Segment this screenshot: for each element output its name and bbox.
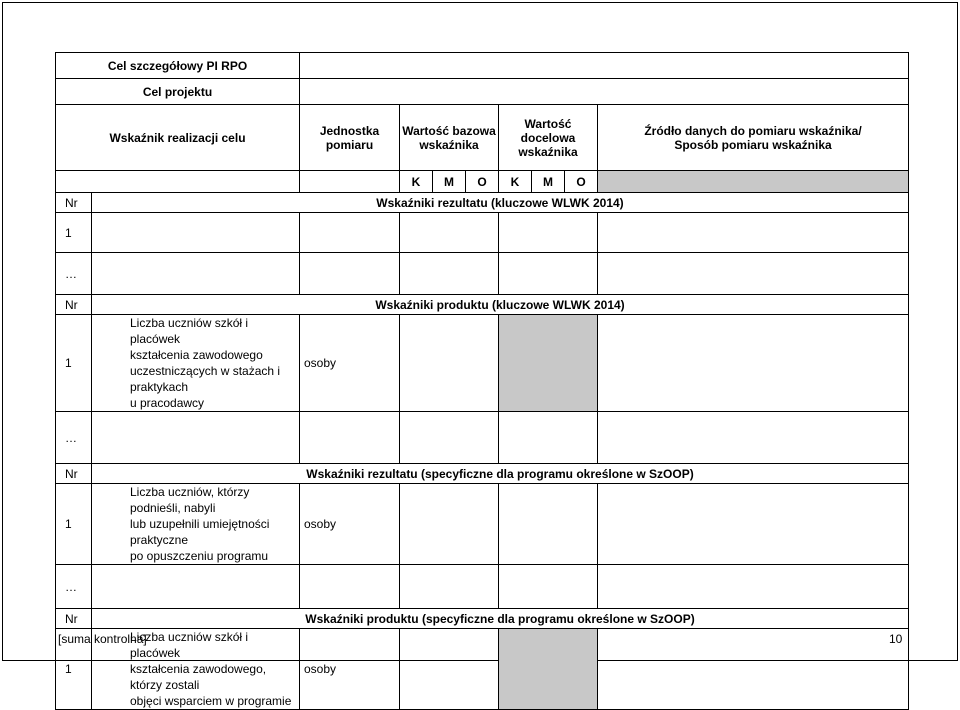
row-base-value[interactable] <box>400 484 499 565</box>
section-title: Wskaźniki rezultatu (specyficzne dla programu określone w SzOOP) <box>92 464 909 484</box>
zrodlo-header: Źródło danych do pomiaru wskaźnika/ Sposób pomiaru wskaźnika <box>598 105 909 171</box>
row-base-value[interactable] <box>400 629 499 710</box>
row-base-value[interactable] <box>400 253 499 295</box>
cel-szczegolowy-label: Cel szczegółowy PI RPO <box>56 53 300 79</box>
row-nr: 1 <box>56 629 92 710</box>
row-unit[interactable] <box>300 213 400 253</box>
row-base-value[interactable] <box>400 213 499 253</box>
jednostka-header: Jednostka pomiaru <box>300 105 400 171</box>
wskaznik-realizacji-header: Wskaźnik realizacji celu <box>56 105 300 171</box>
row-unit[interactable]: osoby <box>300 315 400 412</box>
row-source[interactable] <box>598 253 909 295</box>
row-nr: 1 <box>56 315 92 412</box>
kmo-o-docelowa: O <box>565 171 598 193</box>
row-indicator[interactable] <box>92 565 300 609</box>
section-title: Wskaźniki produktu (specyficzne dla programu określone w SzOOP) <box>92 609 909 629</box>
kmo-k-docelowa: K <box>499 171 532 193</box>
row-ellipsis: … <box>56 253 92 295</box>
kmo-spacer-unit <box>300 171 400 193</box>
kmo-spacer <box>56 171 300 193</box>
cel-projektu-value[interactable] <box>300 79 909 105</box>
kmo-grey-cell <box>598 171 909 193</box>
row-target-value-grey <box>499 315 598 412</box>
row-unit[interactable]: osoby <box>300 629 400 710</box>
row-ellipsis: … <box>56 412 92 464</box>
section-nr-label: Nr <box>56 295 92 315</box>
page-number: 10 <box>889 632 903 646</box>
section-nr-label: Nr <box>56 609 92 629</box>
cel-szczegolowy-value[interactable] <box>300 53 909 79</box>
row-target-value-grey <box>499 629 598 710</box>
row-indicator[interactable] <box>92 253 300 295</box>
wartosc-docelowa-header: Wartość docelowa wskaźnika <box>499 105 598 171</box>
row-base-value[interactable] <box>400 315 499 412</box>
row-source[interactable] <box>598 315 909 412</box>
cel-projektu-label: Cel projektu <box>56 79 300 105</box>
row-nr: 1 <box>56 484 92 565</box>
row-source[interactable] <box>598 412 909 464</box>
section-nr-label: Nr <box>56 193 92 213</box>
row-target-value[interactable] <box>499 412 598 464</box>
row-target-value[interactable] <box>499 213 598 253</box>
kmo-k-bazowa: K <box>400 171 433 193</box>
row-unit[interactable]: osoby <box>300 484 400 565</box>
row-unit[interactable] <box>300 565 400 609</box>
checksum-label: [suma kontrolna] <box>58 632 147 646</box>
indicator-table <box>55 52 909 710</box>
kmo-m-docelowa: M <box>532 171 565 193</box>
row-unit[interactable] <box>300 253 400 295</box>
section-title: Wskaźniki produktu (kluczowe WLWK 2014) <box>92 295 909 315</box>
wartosc-bazowa-header: Wartość bazowa wskaźnika <box>400 105 499 171</box>
section-nr-label: Nr <box>56 464 92 484</box>
row-indicator[interactable]: Liczba uczniów szkół i placówek kształcenia zawodowego uczestniczących w stażach i praktykach u pracodawcy <box>92 315 300 412</box>
kmo-o-bazowa: O <box>466 171 499 193</box>
row-source[interactable] <box>598 484 909 565</box>
row-indicator[interactable]: Liczba uczniów szkół i placówek kształcenia zawodowego, którzy zostali objęci wsparciem w programie <box>92 629 300 710</box>
section-title: Wskaźniki rezultatu (kluczowe WLWK 2014) <box>92 193 909 213</box>
row-base-value[interactable] <box>400 412 499 464</box>
kmo-m-bazowa: M <box>433 171 466 193</box>
row-target-value[interactable] <box>499 484 598 565</box>
row-unit[interactable] <box>300 412 400 464</box>
row-source[interactable] <box>598 213 909 253</box>
row-ellipsis: … <box>56 565 92 609</box>
row-source[interactable] <box>598 629 909 710</box>
row-target-value[interactable] <box>499 565 598 609</box>
row-source[interactable] <box>598 565 909 609</box>
row-nr: 1 <box>56 213 92 253</box>
row-base-value[interactable] <box>400 565 499 609</box>
row-target-value[interactable] <box>499 253 598 295</box>
row-indicator[interactable]: Liczba uczniów, którzy podnieśli, nabyli lub uzupełnili umiejętności praktyczne po opuszczeniu programu <box>92 484 300 565</box>
row-indicator[interactable] <box>92 213 300 253</box>
row-indicator[interactable] <box>92 412 300 464</box>
